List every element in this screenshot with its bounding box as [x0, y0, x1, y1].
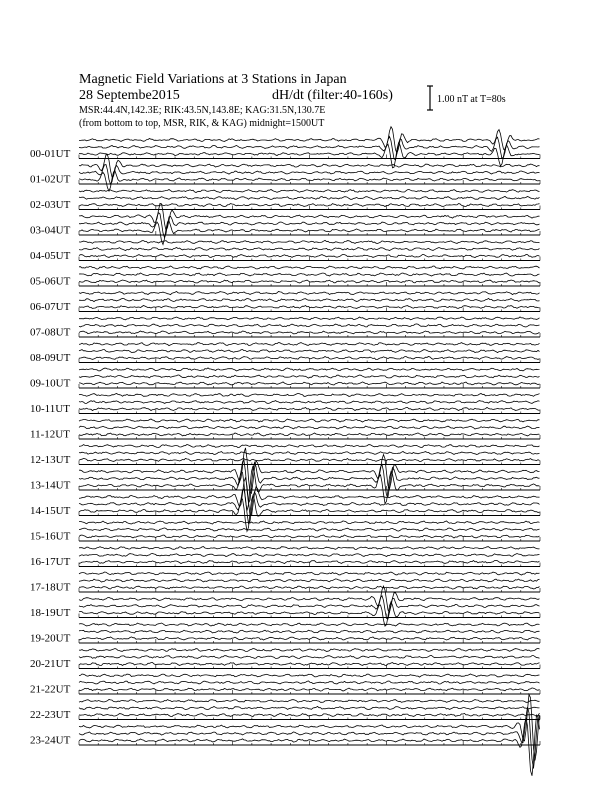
trace-rik — [79, 350, 540, 353]
station-coordinates: MSR:44.4N,142.3E; RIK:43.5N,143.8E; KAG:31.5N,130.7E — [79, 105, 326, 116]
trace-rik — [79, 324, 540, 327]
row-label: 07-08UT — [30, 326, 71, 339]
row-label: 09-10UT — [30, 377, 71, 390]
row-label: 01-02UT — [30, 173, 71, 186]
trace-rik — [79, 401, 540, 404]
row-panels — [30, 127, 540, 776]
trace-rik — [79, 298, 540, 301]
row-label: 19-20UT — [30, 632, 71, 645]
trace-rik — [79, 375, 540, 378]
trace-rik — [79, 273, 540, 276]
row-label: 18-19UT — [30, 607, 71, 619]
scale-label: 1.00 nT at T=80s — [437, 94, 506, 105]
trace-msr — [79, 190, 540, 193]
trace-msr — [79, 393, 540, 396]
trace-msr — [79, 266, 540, 269]
row-label: 23-24UT — [30, 734, 71, 747]
trace-kag — [79, 433, 540, 436]
row-label: 03-04UT — [30, 224, 71, 237]
trace-rik — [79, 630, 540, 633]
row-label: 04-05UT — [30, 250, 71, 262]
trace-rik — [79, 426, 540, 429]
trace-msr — [79, 368, 540, 371]
row-label: 22-23UT — [30, 709, 71, 721]
row-label: 10-11UT — [30, 403, 70, 415]
trace-msr — [79, 572, 540, 575]
trace-msr — [79, 240, 540, 243]
trace-msr — [79, 419, 540, 422]
trace-msr — [79, 343, 540, 346]
trace-msr — [79, 648, 540, 651]
trace-rik — [79, 528, 540, 531]
row-label: 06-07UT — [30, 301, 71, 313]
filter-label: dH/dt (filter:40-160s) — [272, 88, 393, 103]
station-order-note: (from bottom to top, MSR, RIK, & KAG) midnight=1500UT — [79, 118, 325, 129]
trace-rik — [79, 452, 540, 455]
trace-msr — [79, 317, 540, 320]
trace-rik — [79, 656, 540, 659]
trace-rik — [79, 579, 540, 582]
row-label: 20-21UT — [30, 658, 71, 670]
row-label: 02-03UT — [30, 199, 71, 211]
trace-msr — [79, 127, 540, 153]
trace-msr — [79, 547, 540, 550]
row-label: 15-16UT — [30, 530, 71, 543]
row-label: 14-15UT — [30, 505, 71, 517]
row-label: 11-12UT — [30, 428, 70, 441]
row-label: 12-13UT — [30, 454, 71, 466]
trace-msr — [79, 444, 540, 447]
trace-msr — [79, 292, 540, 295]
chart-title: Magnetic Field Variations at 3 Stations in Japan — [79, 72, 347, 87]
trace-msr — [79, 694, 540, 760]
row-label: 17-18UT — [30, 581, 71, 594]
trace-rik — [79, 489, 540, 524]
trace-msr — [79, 623, 540, 626]
row-label: 13-14UT — [30, 479, 71, 492]
trace-msr — [79, 674, 540, 677]
trace-rik — [79, 681, 540, 684]
trace-rik — [79, 706, 540, 709]
trace-rik — [79, 196, 540, 199]
trace-msr — [79, 521, 540, 524]
chart-date: 28 Septembe2015 — [79, 88, 180, 103]
trace-rik — [79, 554, 540, 557]
row-label: 08-09UT — [30, 352, 71, 364]
row-label: 00-01UT — [30, 148, 71, 160]
trace-msr — [79, 700, 540, 703]
trace-rik — [79, 460, 540, 503]
row-label: 05-06UT — [30, 275, 71, 288]
trace-msr — [79, 478, 540, 516]
row-label: 16-17UT — [30, 556, 71, 568]
trace-rik — [79, 248, 540, 251]
row-label: 21-22UT — [30, 683, 71, 696]
